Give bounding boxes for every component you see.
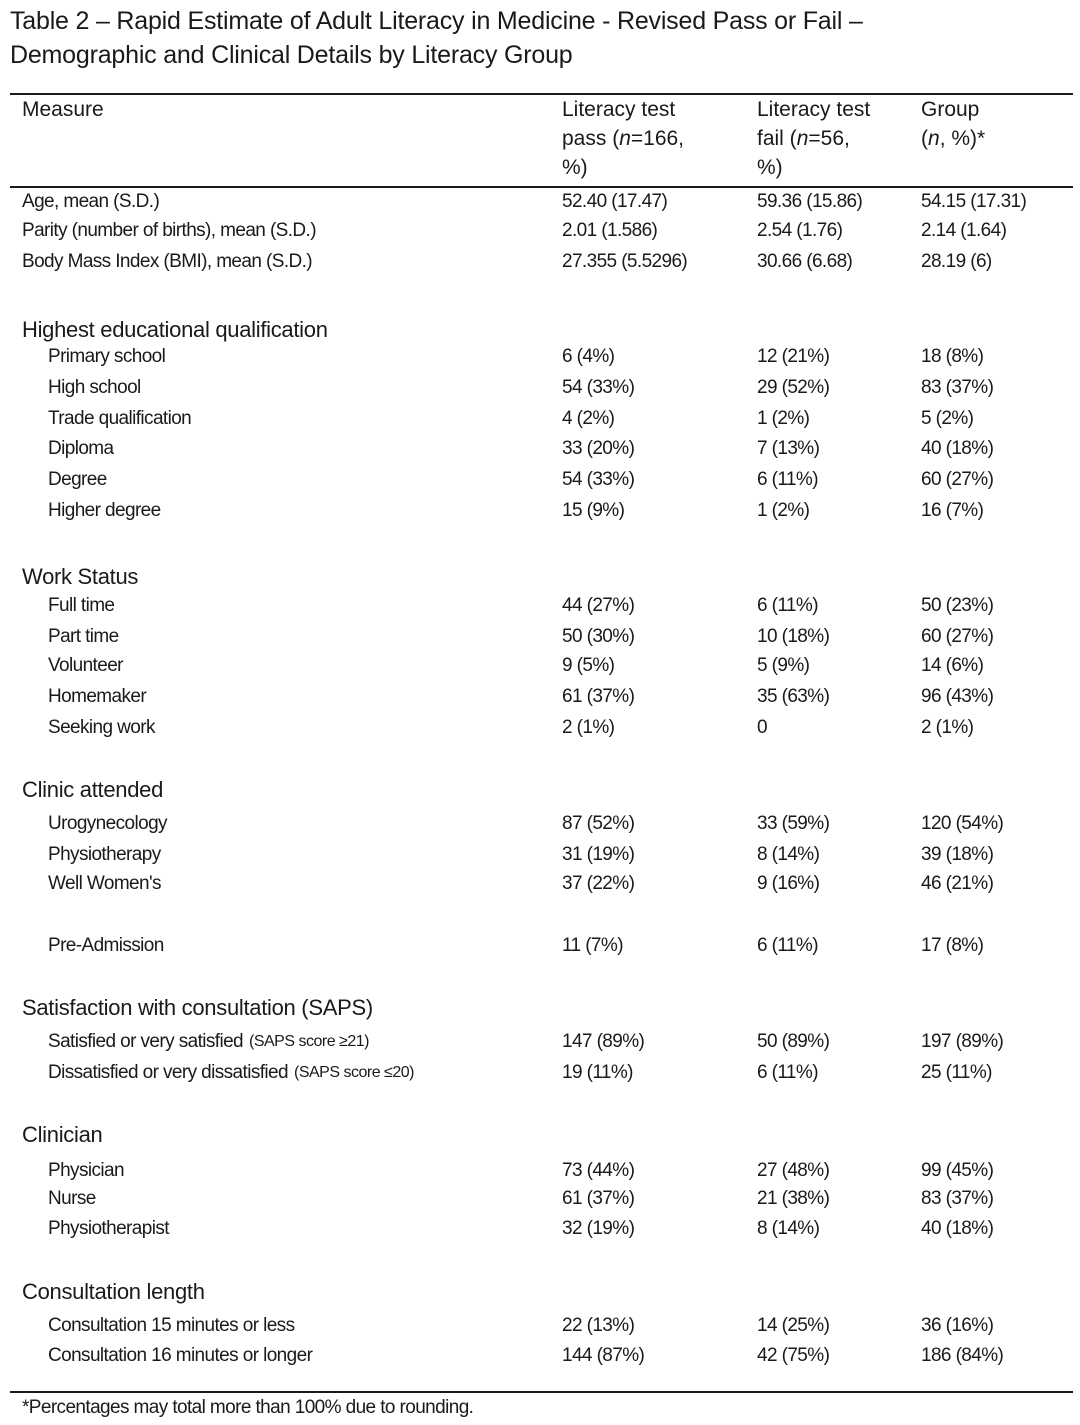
table-row [0,1058,1080,1088]
cell-group: 2.14 (1.64) [921,220,1007,241]
table-row [0,1341,1080,1371]
cell-fail: 42 (75%) [757,1345,830,1366]
header-fail-line2a: fail ( [757,127,797,150]
cell-pass: 6 (4%) [562,346,615,367]
title-line-1: Table 2 – Rapid Estimate of Adult Literacy in Medicine - Revised Pass or Fail – [10,7,863,35]
table-row [0,713,1080,743]
row-label: Seeking work [48,717,155,738]
row-label: Degree [48,469,107,490]
cell-pass: 87 (52%) [562,813,635,834]
table-row [0,840,1080,870]
cell-fail: 35 (63%) [757,686,830,707]
row-label: Part time [48,626,119,647]
cell-pass: 11 (7%) [562,935,623,956]
row-label: Parity (number of births), mean (S.D.) [22,220,316,241]
cell-pass: 31 (19%) [562,844,635,865]
cell-pass: 61 (37%) [562,686,635,707]
row-label: Body Mass Index (BMI), mean (S.D.) [22,251,313,272]
row-label: Work Status [22,564,139,589]
cell-pass: 147 (89%) [562,1031,645,1052]
table-row [0,1184,1080,1214]
cell-fail: 12 (21%) [757,346,830,367]
row-label: Dissatisfied or very dissatisfied [48,1062,288,1083]
header-group-n: n [928,127,940,150]
row-label: Well Women's [48,873,161,894]
cell-group: 60 (27%) [921,469,994,490]
row-label: Primary school [48,346,166,367]
section-heading-highest-educational-qualification [0,315,1080,345]
cell-group: 25 (11%) [921,1062,992,1083]
table-row [0,434,1080,464]
cell-group: 28.19 (6) [921,251,992,272]
cell-group: 17 (8%) [921,935,984,956]
cell-fail: 50 (89%) [757,1031,830,1052]
cell-group: 83 (37%) [921,1188,994,1209]
cell-fail: 8 (14%) [757,1218,820,1239]
cell-fail: 0 [757,717,767,738]
cell-pass: 54 (33%) [562,377,635,398]
row-label: Physician [48,1160,124,1181]
row-label: Age, mean (S.D.) [22,191,160,212]
cell-group: 60 (27%) [921,626,994,647]
row-label: Consultation 16 minutes or longer [48,1345,313,1366]
cell-pass: 22 (13%) [562,1315,635,1336]
cell-pass: 50 (30%) [562,626,635,647]
cell-fail: 14 (25%) [757,1315,830,1336]
cell-group: 50 (23%) [921,595,994,616]
row-label: High school [48,377,141,398]
header-fail-n: n [796,127,809,150]
cell-fail: 6 (11%) [757,469,818,490]
cell-group: 40 (18%) [921,1218,994,1239]
cell-fail: 59.36 (15.86) [757,191,863,212]
cell-pass: 33 (20%) [562,438,635,459]
cell-group: 18 (8%) [921,346,984,367]
cell-fail: 1 (2%) [757,408,810,429]
row-label: Volunteer [48,655,123,676]
table-row [0,809,1080,839]
cell-group: 83 (37%) [921,377,994,398]
table-row [0,622,1080,652]
cell-group: 5 (2%) [921,408,974,429]
cell-fail: 5 (9%) [757,655,810,676]
row-label: Consultation 15 minutes or less [48,1315,295,1336]
row-label: Clinic attended [22,777,164,802]
header-fail-line2b: =56, [808,127,850,150]
cell-pass: 15 (9%) [562,500,625,521]
table-row [0,496,1080,526]
table-row [0,1214,1080,1244]
cell-pass: 54 (33%) [562,469,635,490]
cell-group: 96 (43%) [921,686,994,707]
cell-fail: 2.54 (1.76) [757,220,843,241]
row-note: (SAPS score ≥21) [249,1033,369,1050]
cell-pass: 27.355 (5.5296) [562,251,688,272]
table-row [0,342,1080,372]
row-label: Nurse [48,1188,96,1209]
header-measure: Measure [22,98,104,121]
row-label: Pre-Admission [48,935,164,956]
cell-fail: 29 (52%) [757,377,830,398]
table-row [0,682,1080,712]
row-label: Highest educational qualification [22,317,328,342]
cell-group: 36 (16%) [921,1315,994,1336]
row-label: Diploma [48,438,114,459]
cell-fail: 7 (13%) [757,438,820,459]
row-label: Satisfaction with consultation (SAPS) [22,995,373,1020]
row-note: (SAPS score ≤20) [294,1064,414,1081]
cell-group: 39 (18%) [921,844,994,865]
cell-pass: 144 (87%) [562,1345,645,1366]
row-label: Urogynecology [48,813,167,834]
cell-fail: 33 (59%) [757,813,830,834]
table-row [0,404,1080,434]
bottom-rule [10,1391,1073,1393]
cell-group: 40 (18%) [921,438,994,459]
row-label: Consultation length [22,1279,205,1304]
cell-pass: 37 (22%) [562,873,635,894]
table-row [0,187,1080,217]
cell-group: 46 (21%) [921,873,994,894]
header-fail-line3: %) [757,156,783,179]
cell-group: 186 (84%) [921,1345,1004,1366]
row-label: Clinician [22,1122,103,1147]
cell-fail: 8 (14%) [757,844,820,865]
cell-fail: 6 (11%) [757,1062,818,1083]
table-row [0,1311,1080,1341]
row-label: Homemaker [48,686,147,707]
row-label: Satisfied or very satisfied [48,1031,243,1052]
header-pass-line2a: pass ( [562,127,620,150]
header-pass-line1: Literacy test [562,98,676,121]
cell-group: 14 (6%) [921,655,984,676]
section-heading-work-status [0,562,1080,592]
table-row [0,373,1080,403]
cell-pass: 4 (2%) [562,408,615,429]
cell-group: 197 (89%) [921,1031,1004,1052]
cell-fail: 27 (48%) [757,1160,830,1181]
row-label: Full time [48,595,115,616]
table-row [0,869,1080,899]
section-heading-satisfaction-with-consultation-saps [0,993,1080,1023]
header-group-line2b: , %)* [939,127,986,150]
cell-pass: 44 (27%) [562,595,635,616]
cell-pass: 32 (19%) [562,1218,635,1239]
row-label: Trade qualification [48,408,192,429]
cell-group: 99 (45%) [921,1160,994,1181]
table-row [0,651,1080,681]
row-label: Physiotherapist [48,1218,169,1239]
header-group-line2a: ( [921,127,928,150]
table-row [0,1027,1080,1057]
cell-group: 54.15 (17.31) [921,191,1027,212]
cell-group: 16 (7%) [921,500,984,521]
cell-fail: 30.66 (6.68) [757,251,853,272]
cell-group: 2 (1%) [921,717,974,738]
cell-pass: 19 (11%) [562,1062,633,1083]
header-pass-line2b: =166, [630,127,685,150]
table-row [0,591,1080,621]
section-heading-clinician [0,1120,1080,1150]
header-fail-line1: Literacy test [757,98,871,121]
cell-pass: 73 (44%) [562,1160,635,1181]
table-row [0,216,1080,246]
cell-pass: 52.40 (17.47) [562,191,668,212]
cell-pass: 2.01 (1.586) [562,220,658,241]
footnote: *Percentages may total more than 100% due to rounding. [22,1397,474,1418]
section-heading-consultation-length [0,1277,1080,1307]
table-row [0,247,1080,277]
header-pass-line3: %) [562,156,588,179]
table-row [0,1156,1080,1186]
cell-pass: 9 (5%) [562,655,615,676]
table-row [0,931,1080,961]
cell-fail: 6 (11%) [757,935,818,956]
header-group-line1: Group [921,98,980,121]
section-heading-clinic-attended [0,775,1080,805]
row-label: Physiotherapy [48,844,161,865]
cell-fail: 21 (38%) [757,1188,830,1209]
title-line-2: Demographic and Clinical Details by Literacy Group [10,41,573,69]
cell-fail: 6 (11%) [757,595,818,616]
header-pass-n: n [619,127,631,150]
cell-pass: 61 (37%) [562,1188,635,1209]
cell-fail: 1 (2%) [757,500,810,521]
table-row [0,465,1080,495]
cell-group: 120 (54%) [921,813,1004,834]
cell-fail: 9 (16%) [757,873,820,894]
row-label: Higher degree [48,500,161,521]
cell-fail: 10 (18%) [757,626,830,647]
cell-pass: 2 (1%) [562,717,615,738]
